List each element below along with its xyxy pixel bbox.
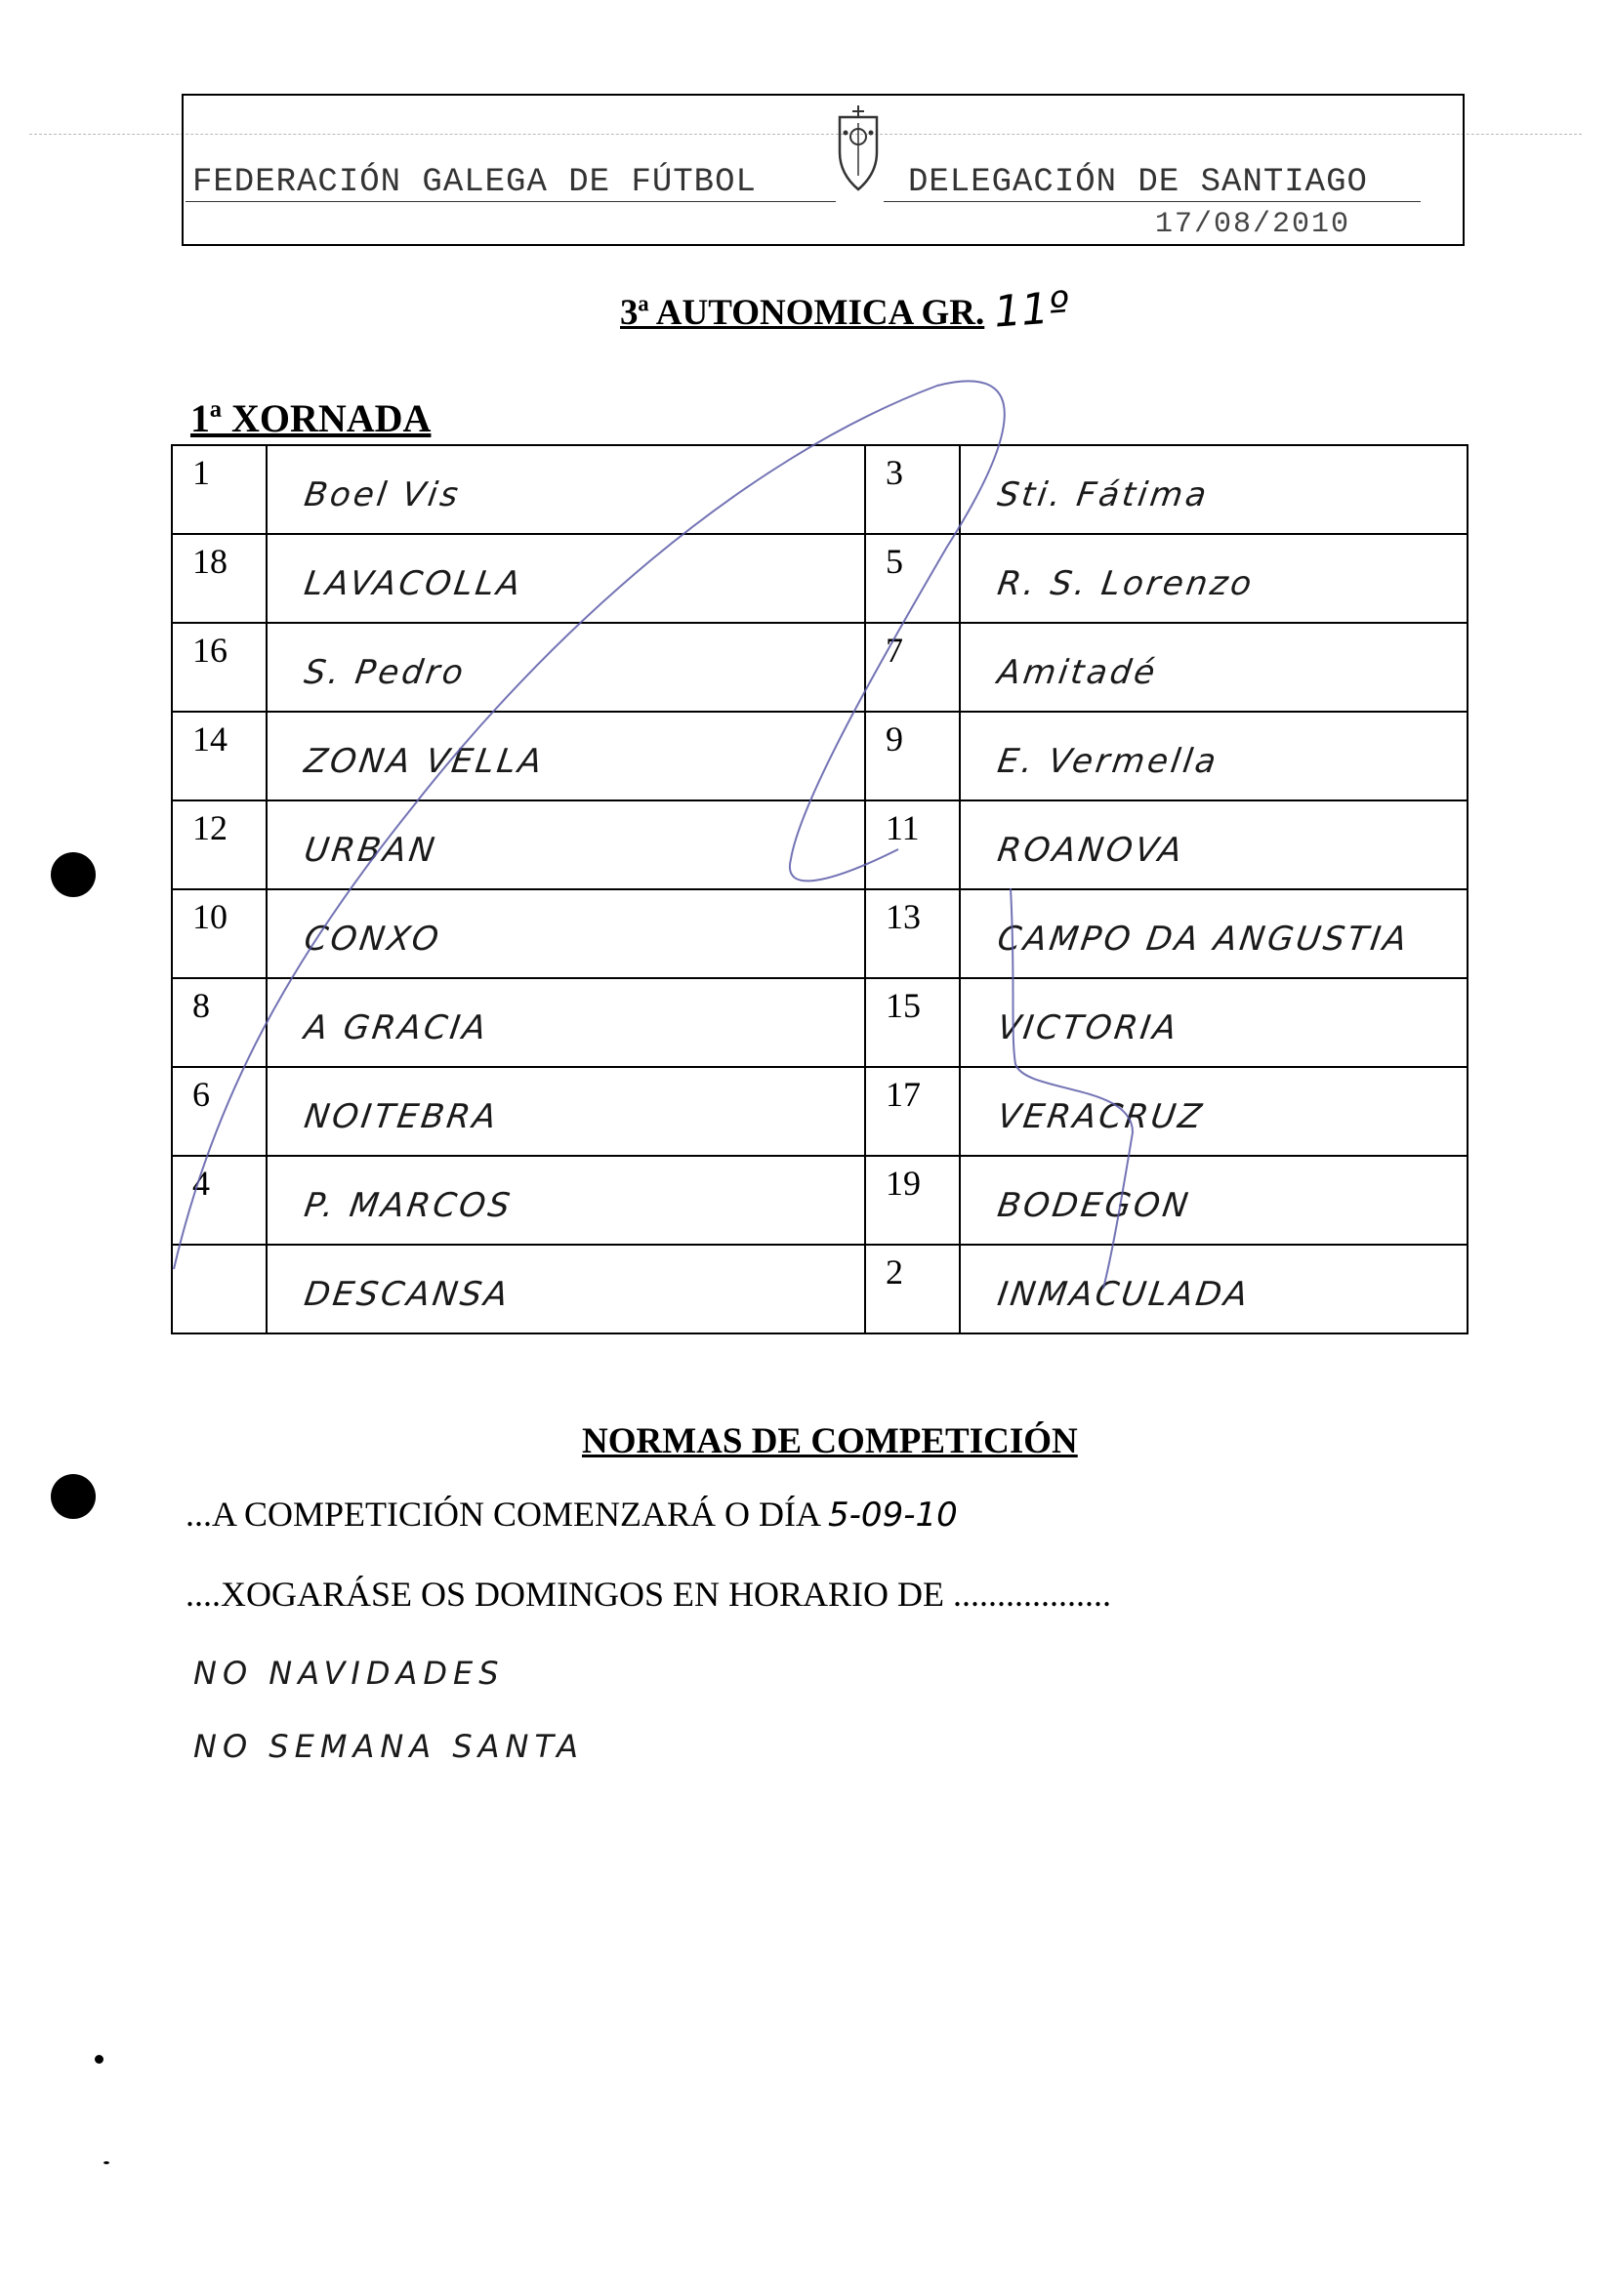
away-number: 7 — [865, 623, 960, 712]
punch-hole-bottom — [51, 1474, 96, 1519]
away-team-name: VICTORIA — [995, 1008, 1182, 1047]
home-number: 1 — [172, 445, 267, 534]
home-team-name: Boel Vis — [302, 475, 464, 514]
home-number: 16 — [172, 623, 267, 712]
away-team-name: E. Vermella — [995, 742, 1221, 781]
away-team — [960, 800, 1468, 889]
rule-start-text: ...A COMPETICIÓN COMENZARÁ O DÍA — [186, 1495, 820, 1534]
home-number: 8 — [172, 978, 267, 1067]
table-row — [172, 978, 1468, 1067]
home-team-name: LAVACOLLA — [302, 564, 526, 603]
home-number — [172, 1245, 267, 1333]
handwritten-note-1: NO NAVIDADES — [193, 1655, 505, 1692]
home-team-name: CONXO — [302, 920, 444, 959]
home-team-name: P. MARCOS — [302, 1186, 516, 1225]
home-number: 10 — [172, 889, 267, 978]
away-team — [960, 445, 1468, 534]
home-number: 6 — [172, 1067, 267, 1156]
home-team-name: A GRACIA — [302, 1008, 492, 1047]
federation-underline — [186, 201, 836, 202]
home-team-name: URBAN — [302, 831, 440, 870]
federation-name: FEDERACIÓN GALEGA DE FÚTBOL — [192, 164, 757, 201]
table-row — [172, 445, 1468, 534]
home-number: 12 — [172, 800, 267, 889]
table-row — [172, 1245, 1468, 1333]
away-number: 15 — [865, 978, 960, 1067]
home-team — [267, 623, 865, 712]
home-team-name: S. Pedro — [302, 653, 469, 692]
scan-speck — [95, 2055, 103, 2064]
delegation-underline — [884, 201, 1421, 202]
home-team — [267, 800, 865, 889]
home-number: 14 — [172, 712, 267, 800]
home-team-name: ZONA VELLA — [302, 742, 548, 781]
home-team — [267, 1245, 865, 1333]
away-team-name: Amitadé — [995, 653, 1161, 692]
away-team — [960, 1245, 1468, 1333]
home-team — [267, 1067, 865, 1156]
away-team-name: ROANOVA — [995, 831, 1187, 870]
home-team — [267, 534, 865, 623]
header-date: 17/08/2010 — [1155, 208, 1351, 241]
away-team — [960, 1156, 1468, 1245]
round-title: 1ª XORNADA — [190, 396, 432, 440]
away-team — [960, 534, 1468, 623]
away-team — [960, 712, 1468, 800]
delegation-name: DELEGACIÓN DE SANTIAGO — [908, 164, 1368, 201]
away-team — [960, 623, 1468, 712]
away-team-name: BODEGON — [995, 1186, 1193, 1225]
away-number: 13 — [865, 889, 960, 978]
away-number: 3 — [865, 445, 960, 534]
home-team-name: NOITEBRA — [302, 1097, 502, 1136]
away-team-name: Sti. Fátima — [995, 475, 1212, 514]
home-number: 18 — [172, 534, 267, 623]
rules-title: NORMAS DE COMPETICIÓN — [582, 1421, 1078, 1461]
scan-speck — [103, 2161, 109, 2164]
away-number: 19 — [865, 1156, 960, 1245]
away-team — [960, 1067, 1468, 1156]
competition-title-prefix: 3ª AUTONOMICA GR. — [620, 293, 985, 333]
rule-start-date-value: 5-09-10 — [828, 1496, 958, 1535]
away-team-name: VERACRUZ — [995, 1097, 1207, 1136]
away-team — [960, 889, 1468, 978]
table-row — [172, 889, 1468, 978]
federation-crest-icon — [836, 103, 881, 193]
away-number: 11 — [865, 800, 960, 889]
group-number: 11º — [991, 282, 1070, 338]
table-row — [172, 623, 1468, 712]
home-team — [267, 889, 865, 978]
away-team-name: INMACULADA — [995, 1275, 1254, 1314]
home-team — [267, 1156, 865, 1245]
away-team-name: R. S. Lorenzo — [995, 564, 1257, 603]
competition-title — [620, 282, 1070, 338]
handwritten-note-2: NO SEMANA SANTA — [193, 1728, 584, 1765]
away-number: 17 — [865, 1067, 960, 1156]
table-row — [172, 800, 1468, 889]
punch-hole-top — [51, 852, 96, 897]
home-team — [267, 445, 865, 534]
away-team-name: CAMPO DA ANGUSTIA — [995, 920, 1412, 959]
away-number: 9 — [865, 712, 960, 800]
rule-start-date — [186, 1494, 958, 1535]
table-row — [172, 534, 1468, 623]
home-team — [267, 712, 865, 800]
rule-schedule: ....XOGARÁSE OS DOMINGOS EN HORARIO DE .................. — [186, 1575, 1112, 1614]
away-team — [960, 978, 1468, 1067]
away-number: 2 — [865, 1245, 960, 1333]
home-number: 4 — [172, 1156, 267, 1245]
fixtures-table — [171, 444, 1468, 1334]
home-team — [267, 978, 865, 1067]
away-number: 5 — [865, 534, 960, 623]
table-row — [172, 712, 1468, 800]
table-row — [172, 1156, 1468, 1245]
table-row — [172, 1067, 1468, 1156]
home-team-name: DESCANSA — [302, 1275, 514, 1314]
